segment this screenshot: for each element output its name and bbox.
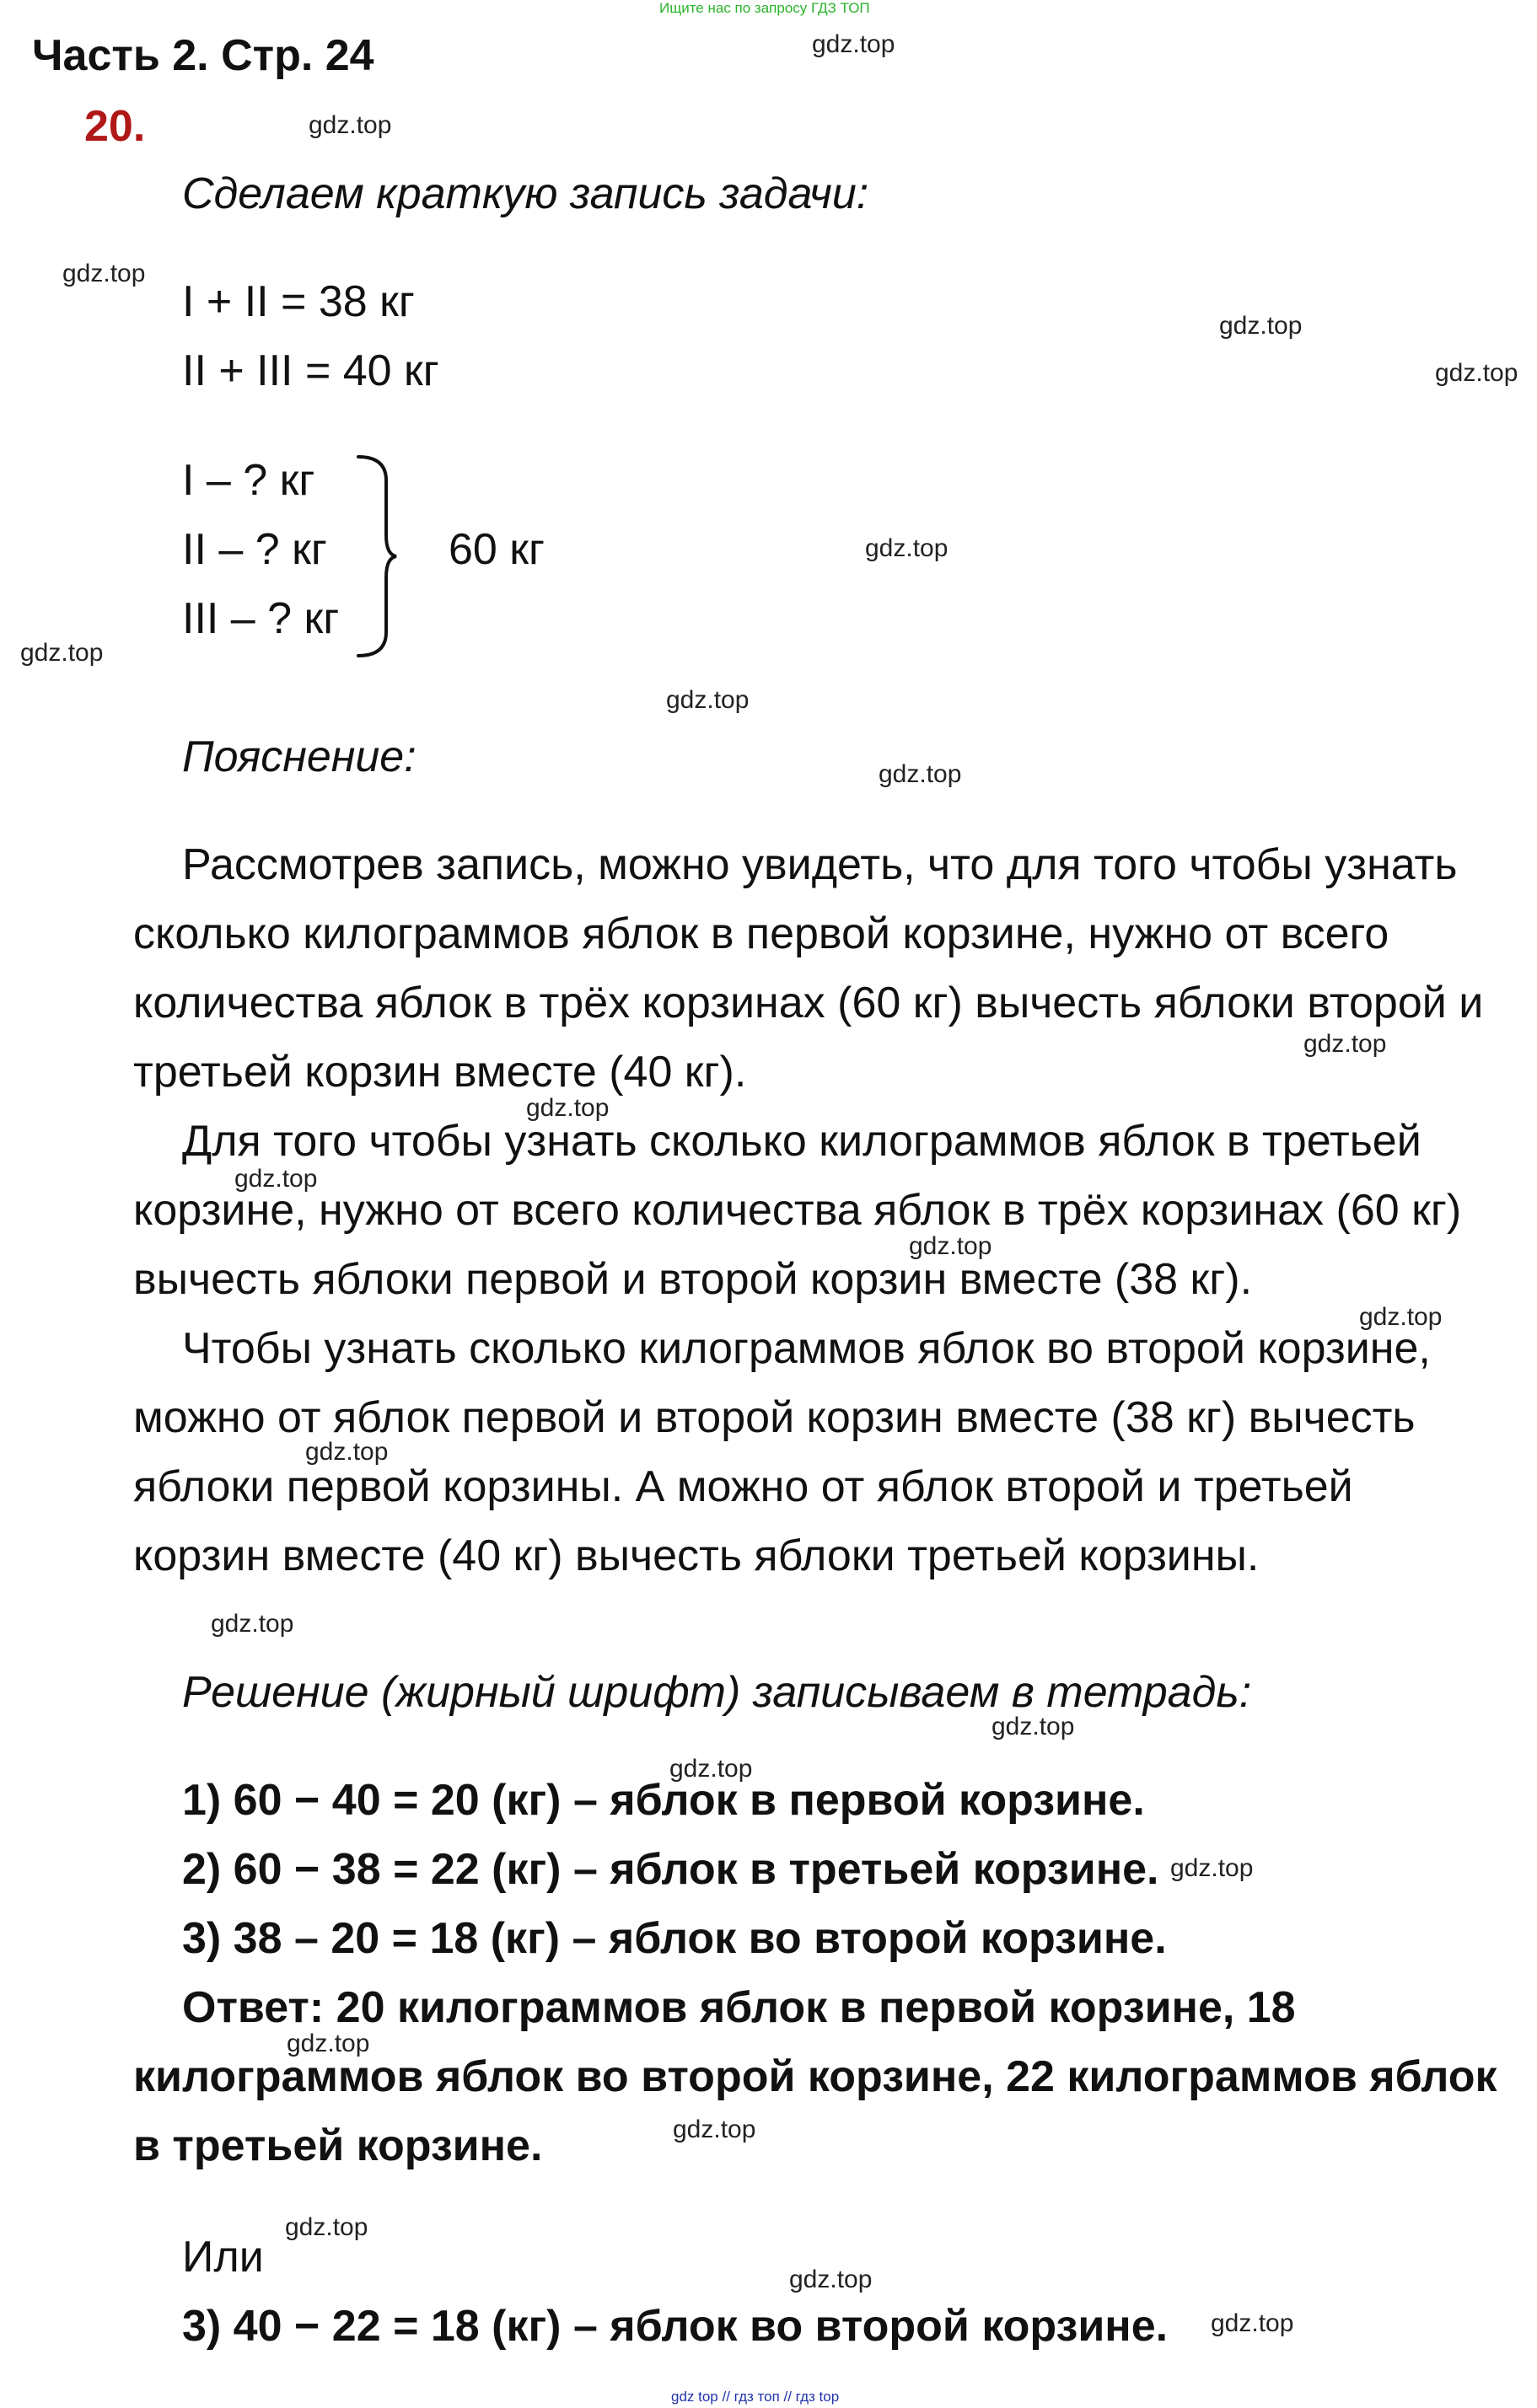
watermark: gdz.top bbox=[789, 2266, 873, 2293]
explanation-line: корзине, нужно от всего количества яблок в трёх корзинах (60 кг) bbox=[133, 1186, 1462, 1235]
watermark: gdz.top bbox=[669, 1755, 753, 1783]
watermark: gdz.top bbox=[287, 2030, 370, 2057]
equation-1: I + II = 38 кг bbox=[182, 277, 415, 326]
solution-heading: Решение (жирный шрифт) записываем в тетрадь: bbox=[182, 1668, 1252, 1717]
answer-line: в третьей корзине. bbox=[133, 2121, 543, 2170]
task-number: 20. bbox=[84, 102, 146, 151]
short-record-heading: Сделаем краткую запись задачи: bbox=[182, 169, 869, 218]
page-title: Часть 2. Стр. 24 bbox=[32, 31, 374, 80]
total-weight: 60 кг bbox=[449, 525, 545, 574]
watermark: gdz.top bbox=[812, 30, 895, 58]
watermark: gdz.top bbox=[1211, 2309, 1294, 2337]
watermark: gdz.top bbox=[309, 111, 392, 139]
curly-brace bbox=[354, 455, 430, 657]
explanation-line: вычесть яблоки первой и второй корзин вместе (38 кг). bbox=[133, 1255, 1253, 1304]
watermark: gdz.top bbox=[865, 534, 949, 562]
footer-note: gdz top // гдз топ // гдз top bbox=[671, 2389, 840, 2405]
equation-2: II + III = 40 кг bbox=[182, 346, 439, 395]
explanation-line: сколько килограммов яблок в первой корзине, нужно от всего bbox=[133, 909, 1389, 958]
watermark: gdz.top bbox=[211, 1610, 294, 1638]
solution-step-3: 3) 38 – 20 = 18 (кг) – яблок во второй корзине. bbox=[182, 1914, 1167, 1963]
explanation-heading: Пояснение: bbox=[182, 732, 416, 781]
top-search-note: Ищите нас по запросу ГДЗ ТОП bbox=[659, 0, 870, 16]
watermark: gdz.top bbox=[1219, 312, 1303, 340]
watermark: gdz.top bbox=[879, 760, 962, 788]
watermark: gdz.top bbox=[992, 1713, 1075, 1740]
explanation-line: можно от яблок первой и второй корзин вместе (38 кг) вычесть bbox=[133, 1393, 1416, 1442]
explanation-line: Рассмотрев запись, можно увидеть, что для того чтобы узнать bbox=[182, 840, 1458, 889]
answer-line: Ответ: 20 килограммов яблок в первой корзине, 18 bbox=[182, 1983, 1296, 2032]
explanation-line: яблоки первой корзины. А можно от яблок второй и третьей bbox=[133, 1462, 1353, 1511]
watermark: gdz.top bbox=[1359, 1303, 1443, 1331]
watermark: gdz.top bbox=[526, 1094, 610, 1122]
explanation-line: третьей корзин вместе (40 кг). bbox=[133, 1048, 747, 1097]
unknown-2: II – ? кг bbox=[182, 525, 327, 574]
watermark: gdz.top bbox=[909, 1232, 992, 1260]
watermark: gdz.top bbox=[1435, 359, 1518, 387]
watermark: gdz.top bbox=[673, 2116, 756, 2143]
watermark: gdz.top bbox=[234, 1165, 318, 1193]
watermark: gdz.top bbox=[1170, 1854, 1254, 1882]
watermark: gdz.top bbox=[62, 260, 146, 287]
watermark: gdz.top bbox=[1303, 1030, 1387, 1058]
explanation-line: корзин вместе (40 кг) вычесть яблоки третьей корзины. bbox=[133, 1531, 1260, 1580]
or-label: Или bbox=[182, 2233, 264, 2282]
explanation-line: Чтобы узнать сколько килограммов яблок во второй корзине, bbox=[182, 1324, 1431, 1373]
unknown-3: III – ? кг bbox=[182, 594, 340, 643]
answer-line: килограммов яблок во второй корзине, 22 килограммов яблок bbox=[133, 2052, 1497, 2101]
alternative-step-3: 3) 40 − 22 = 18 (кг) – яблок во второй корзине. bbox=[182, 2302, 1169, 2351]
watermark: gdz.top bbox=[666, 686, 750, 714]
watermark: gdz.top bbox=[20, 639, 104, 667]
unknown-1: I – ? кг bbox=[182, 456, 315, 505]
explanation-line: количества яблок в трёх корзинах (60 кг) вычесть яблоки второй и bbox=[133, 979, 1484, 1027]
explanation-line: Для того чтобы узнать сколько килограммов яблок в третьей bbox=[182, 1117, 1421, 1166]
solution-step-1: 1) 60 − 40 = 20 (кг) – яблок в первой корзине. bbox=[182, 1776, 1145, 1825]
watermark: gdz.top bbox=[305, 1438, 389, 1466]
watermark: gdz.top bbox=[285, 2213, 368, 2241]
solution-step-2: 2) 60 − 38 = 22 (кг) – яблок в третьей корзине. bbox=[182, 1845, 1159, 1894]
